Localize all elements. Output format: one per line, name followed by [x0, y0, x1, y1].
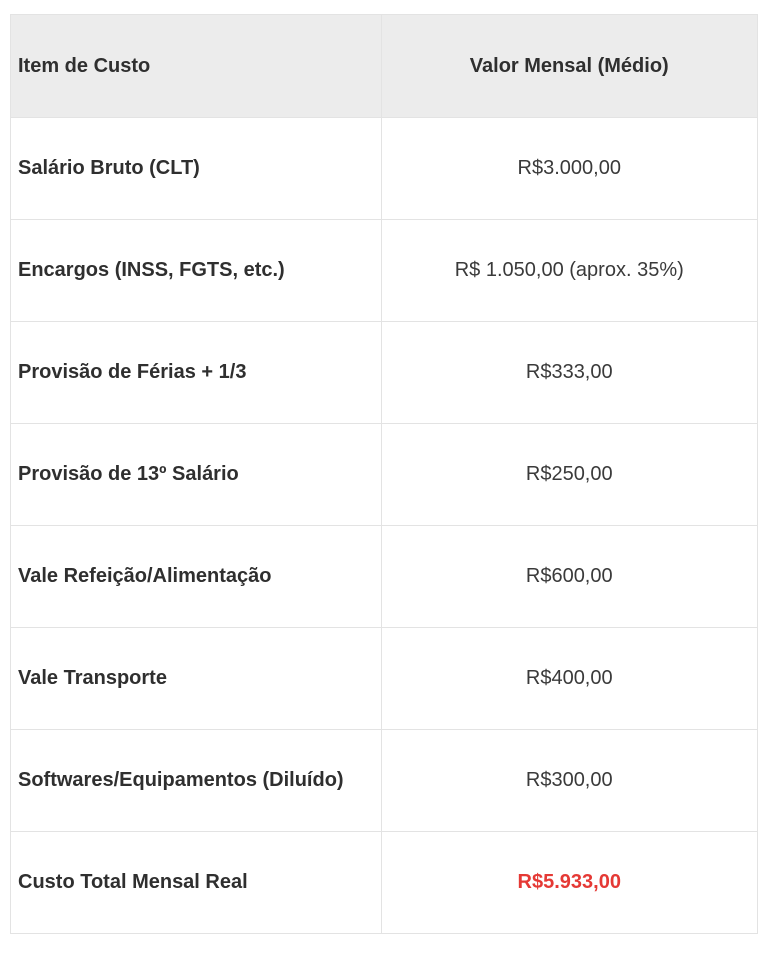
table-row — [11, 424, 758, 526]
cost-item-value: R$ 1.050,00 (aprox. 35%) — [381, 220, 758, 322]
total-label: Custo Total Mensal Real — [11, 832, 382, 934]
cost-item-label: Vale Transporte — [11, 628, 382, 730]
cost-item-label: Softwares/Equipamentos (Diluído) — [11, 730, 382, 832]
header-valor-mensal: Valor Mensal (Médio) — [381, 15, 758, 118]
cost-item-value: R$3.000,00 — [381, 118, 758, 220]
total-value: R$5.933,00 — [381, 832, 758, 934]
cost-table — [10, 14, 758, 934]
cost-item-label: Provisão de Férias + 1/3 — [11, 322, 382, 424]
header-row — [11, 15, 758, 118]
cost-item-label: Encargos (INSS, FGTS, etc.) — [11, 220, 382, 322]
header-item-de-custo: Item de Custo — [11, 15, 382, 118]
table-row — [11, 526, 758, 628]
cost-item-value: R$400,00 — [381, 628, 758, 730]
table-row — [11, 322, 758, 424]
table-header — [11, 15, 758, 118]
cost-item-value: R$600,00 — [381, 526, 758, 628]
table-body — [11, 118, 758, 934]
table-row — [11, 628, 758, 730]
cost-item-value: R$300,00 — [381, 730, 758, 832]
cost-item-label: Salário Bruto (CLT) — [11, 118, 382, 220]
table-row-total — [11, 832, 758, 934]
table-row — [11, 220, 758, 322]
cost-item-label: Provisão de 13º Salário — [11, 424, 382, 526]
table-row — [11, 730, 758, 832]
cost-item-label: Vale Refeição/Alimentação — [11, 526, 382, 628]
cost-item-value: R$333,00 — [381, 322, 758, 424]
table-row — [11, 118, 758, 220]
cost-item-value: R$250,00 — [381, 424, 758, 526]
